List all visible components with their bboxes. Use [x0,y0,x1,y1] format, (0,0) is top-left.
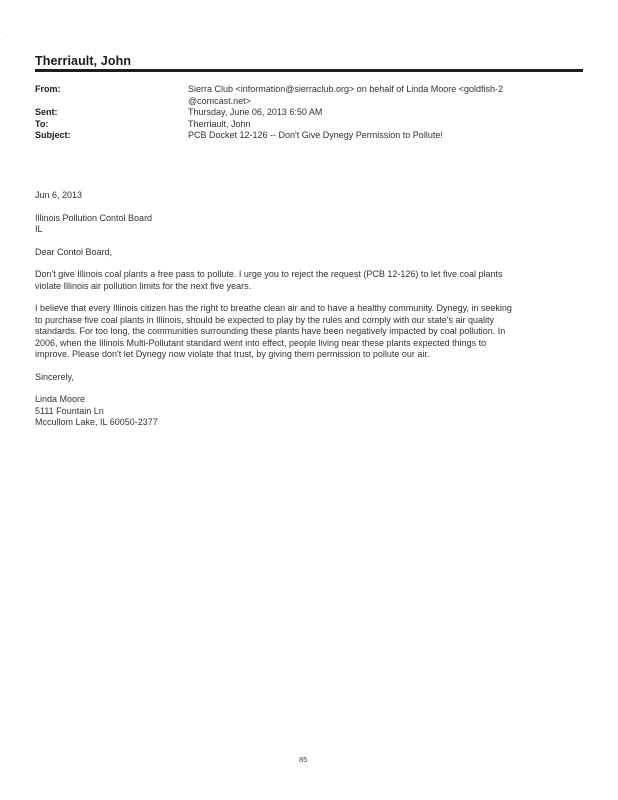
from-value-line-2: @comcast.net> [188,95,251,106]
email-metadata [35,84,583,142]
signature-city: Mccullom Lake, IL 60050-2377 [35,417,158,427]
salutation: Dear Contol Board, [35,246,113,257]
sent-label: Sent: [35,107,58,117]
closing: Sincerely, [35,371,74,382]
header-divider [35,69,583,72]
subject-value: PCB Docket 12-126 -- Don't Give Dynegy Permission to Pollute! [188,130,443,140]
from-value-line-1: Sierra Club <information@sierraclub.org> on behalf of Linda Moore <goldfish-2 [188,84,504,94]
to-label: To: [35,118,49,129]
from-label: From: [35,84,61,94]
paragraph-1-line-2: violate Illinois air pollution limits for the next five years. [35,280,252,291]
page-number: 85 [299,755,308,764]
to-row [35,119,583,131]
email-body [35,190,575,429]
paragraph-2-line-5: improve. Please don't let Dynegy now violate that trust, by giving them permission to pollute our air. [35,349,430,359]
subject-label: Subject: [35,130,71,140]
to-value: Therriault, John [188,118,251,129]
paragraph-2-line-4: 2006, when the Illinois Multi-Pollutant standard went into effect, people living near these plants expected things to [35,337,487,348]
paragraph-2-line-2: to purchase five coal plants in Illinois, should be expected to play by the rules and comply with our state's air quality [35,314,494,325]
signature-street: 5111 Fountain Ln [35,405,104,416]
paragraph-2-line-3: standards. For too long, the communities surrounding these plants have been negatively impacted by coal pollution. In [35,326,506,336]
paragraph-1-line-1: Don't give Illinois coal plants a free pass to pollute. I urge you to reject the request (PCB 12-126) to let five coal plants [35,269,503,279]
subject-row [35,130,583,142]
addressee-line-1: Illinois Pollution Contol Board [35,212,153,223]
recipient-header: Therriault, John [35,54,132,68]
signature-name: Linda Moore [35,394,86,404]
paragraph-2-line-1: I believe that every Illinois citizen has the right to breathe clean air and to have a healthy community. Dynegy, in seeking [35,303,512,313]
corner-mark: · [6,33,8,39]
from-row [35,84,583,107]
letter-date: Jun 6, 2013 [35,190,83,200]
sent-row [35,107,583,119]
sent-value: Thursday, June 06, 2013 6:50 AM [188,107,323,117]
addressee-line-2: IL [35,224,43,234]
